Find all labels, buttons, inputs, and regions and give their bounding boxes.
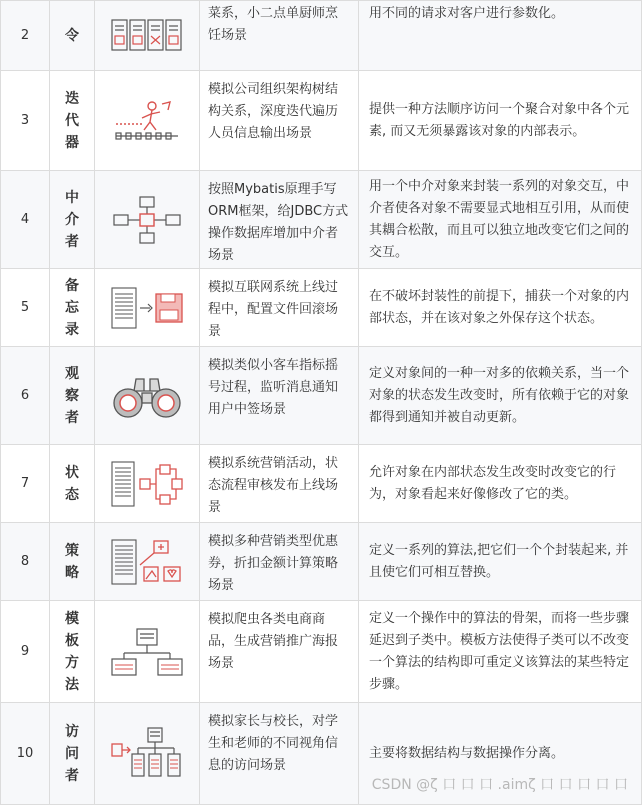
scene-cell: 模拟多种营销类型优惠券，折扣金额计算策略场景 [200,523,359,601]
command-icon [95,1,200,71]
pattern-name: 备 忘 录 [50,269,95,347]
table-row [1,523,642,601]
scene-cell: 按照Mybatis原理手写ORM框架，给JDBC方式操作数据库增加中介者场景 [200,171,359,269]
table-row [1,445,642,523]
table-row [1,1,642,71]
scene-cell: 模拟家长与校长，对学生和老师的不同视角信息的访问场景 [200,703,359,805]
description-cell: 定义对象间的一种一对多的依赖关系，当一个对象的状态发生改变时，所有依赖于它的对象都得到通知并被自动更新。 [359,347,642,445]
memento-icon [95,269,200,347]
strategy-icon [95,523,200,601]
table-row [1,71,642,171]
observer-icon [95,347,200,445]
row-number: 9 [1,601,50,703]
pattern-name: 中 介 者 [50,171,95,269]
description-cell: 用不同的请求对客户进行参数化。 [359,1,642,71]
row-number: 6 [1,347,50,445]
mediator-icon [95,171,200,269]
row-number: 5 [1,269,50,347]
template-icon [95,601,200,703]
description-cell: 主要将数据结构与数据操作分离。 [359,703,642,805]
description-cell: 定义一个操作中的算法的骨架，而将一些步骤延迟到子类中。模板方法使得子类可以不改变一个算法的结构即可重定义该算法的某些特定步骤。 [359,601,642,703]
description-cell: 定义一系列的算法,把它们一个个封装起来, 并且使它们可相互替换。 [359,523,642,601]
scene-cell: 模拟互联网系统上线过程中，配置文件回滚场景 [200,269,359,347]
pattern-name: 策 略 [50,523,95,601]
row-number: 3 [1,71,50,171]
description-cell: 用一个中介对象来封装一系列的对象交互，中介者使各对象不需要显式地相互引用，从而使其耦合松散，而且可以独立地改变它们之间的交互。 [359,171,642,269]
row-number: 8 [1,523,50,601]
pattern-name: 观 察 者 [50,347,95,445]
scene-cell: 菜系，小二点单厨师烹饪场景 [200,1,359,71]
iterator-icon [95,71,200,171]
row-number: 10 [1,703,50,805]
pattern-name: 模 板 方 法 [50,601,95,703]
pattern-name: 令 [50,1,95,71]
scene-cell: 模拟类似小客车指标摇号过程，监听消息通知用户中签场景 [200,347,359,445]
row-number: 2 [1,1,50,71]
description-cell: 提供一种方法顺序访问一个聚合对象中各个元素, 而又无须暴露该对象的内部表示。 [359,71,642,171]
scene-cell: 模拟爬虫各类电商商品，生成营销推广海报场景 [200,601,359,703]
table-row [1,171,642,269]
table-row [1,269,642,347]
visitor-icon [95,703,200,805]
pattern-name: 迭 代 器 [50,71,95,171]
pattern-name: 状 态 [50,445,95,523]
table-row [1,347,642,445]
scene-cell: 模拟公司组织架构树结构关系，深度迭代遍历人员信息输出场景 [200,71,359,171]
description-cell: 在不破坏封装性的前提下，捕获一个对象的内部状态，并在该对象之外保存这个状态。 [359,269,642,347]
pattern-name: 访 问 者 [50,703,95,805]
description-cell: 允许对象在内部状态发生改变时改变它的行为，对象看起来好像修改了它的类。 [359,445,642,523]
watermark: CSDN @ζ 口 口 口 .aimζ 口 口 口 口 口 [371,777,628,793]
state-icon [95,445,200,523]
scene-cell: 模拟系统营销活动，状态流程审核发布上线场景 [200,445,359,523]
row-number: 7 [1,445,50,523]
row-number: 4 [1,171,50,269]
table-row [1,601,642,703]
